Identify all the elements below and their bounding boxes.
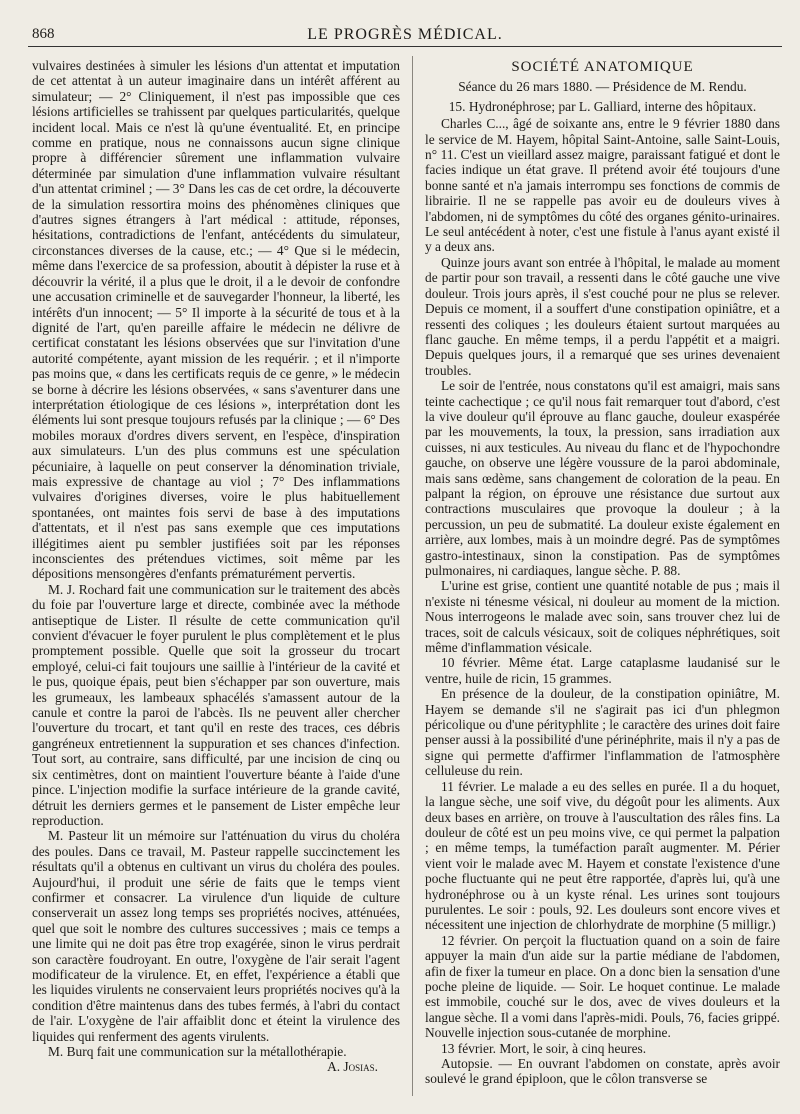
paragraph-diagnosis: En présence de la douleur, de la constipation opiniâtre, M. Hayem se demande s'il ne s'agirait pas ici d'un phlegmon péricolique ou d'une pérityphlite ; le caractère des urines doit faire penser aussi à la possibilité d'une périnéphrite, mais il n'y a pas de signe qui permette d'affirmer l'inflammation de l'atmosphère celluleuse du rein.: [425, 686, 780, 779]
paragraph-rochard: M. J. Rochard fait une communication sur le traitement des abcès du foie par l'ouverture large et directe, combinée avec la méthode antiseptique de Lister. Il résulte de cette communication qu'il convient d'évacuer le foyer purulent le plus complètement et le plus promptement possible. Quelle que soit la grosseur du trocart employé, celui-ci fait toujours une saillie à l'intérieur de la cavité et le pus, quoique épais, peut bien s'échapper par son ouverture, mais les grumeaux, les lambeaux sphacélés s'amassent autour de la canule et contre la paroi de l'abcès. Ils ne peuvent aller chercher l'ouverture du trocart, et tant qu'il en reste des traces, ces débris gangréneux entretiennent la suppuration et ses chances d'infection. Tout sort, au contraire, sans difficulté, par une incision de cinq ou six centimètres, dont on maintient l'ouverture béante à l'aide d'une pince. L'injection modifie la surface intérieure de la grande cavité, détruit les derniers germes et le pansement de Lister empêche leur reproduction.: [32, 581, 400, 828]
paragraph-feb-11: 11 février. Le malade a eu des selles en purée. Il a du hoquet, la langue sèche, une soif vive, du dégoût pour les aliments. Aux deux bases en arrière, on trouve à l'auscultation des râles fins. La douleur de côté est un peu moins vive, ce qui permet la palpation ; en même temps, la tuméfaction paraît augmenter. M. Périer vient voir le malade avec M. Hayem et constate l'existence d'une poche fluctuante qui ne peut être rapportée, d'après lui, qu'à une hydronéphrose ou à un kyste rénal. Les urines sont toujours purulentes. Le soir : pouls, 92. Les douleurs sont encore vives et nécessitent une injection de chlorhydrate de morphine (5 milligr.): [425, 778, 780, 933]
right-column: [425, 58, 780, 1098]
paragraph-feb-12: 12 février. On perçoit la fluctuation quand on a soin de faire appuyer la main d'un aide sur la partie médiane de l'abdomen, afin de fixer la tumeur en place. On a donc bien la sensation d'une poche pleine de liquide. — Soir. Le hoquet continue. Le malade est immobile, couché sur le dos, avec de vives douleurs et la langue sèche. Il a vomi dans l'après-midi. Pouls, 76, facies grippé. Nouvelle injection sous-cutanée de morphine.: [425, 932, 780, 1041]
section-heading: SOCIÉTÉ ANATOMIQUE: [511, 59, 694, 75]
page-number: 868: [32, 26, 55, 42]
paragraph-onset: Quinze jours avant son entrée à l'hôpital, le malade au moment de partir pour son travail, a ressenti dans le côté gauche une vive douleur. Trois jours après, il s'est couché pour ne plus se relever. Depuis ce moment, il a souffert d'une constipation opiniâtre, et a ressenti des coliques ; les douleurs étaient surtout marquées au flanc gauche. En même temps, il a perdu l'appétit et a maigri. Depuis quelques jours, il a remarqué que ses urines devenaient troubles.: [425, 254, 780, 378]
paragraph-urine: L'urine est grise, contient une quantité notable de pus ; mais il n'existe ni ténesme vésical, ni douleur au moment de la miction. Nous interrogeons le malade avec soin, sans trouver chez lui de traces, soit de calculs vésicaux, soit de coliques néphrétiques, soit même d'inflammation vésicale.: [425, 578, 780, 656]
paragraph-pasteur: M. Pasteur lit un mémoire sur l'atténuation du virus du choléra des poules. Dans ce travail, M. Pasteur rappelle succinctement les résultats qu'il a obtenus en cultivant un virus du choléra des poules. Aujourd'hui, il produit une série de faits que le temps vient confirmer et consacrer. La virulence d'un liquide de culture conserverait un assez long temps ses propriétés nocives, atténuées, quel que soit le nombre des cultures successives ; mais ce temps a une limite qui ne doit pas être trop exagérée, sinon le virus perdrait son caractère foudroyant. En outre, l'oxygène de l'air serait l'agent modificateur de la virulence. Et, en effet, l'expérience a établi que les liquides virulents ne conservaient leurs propriétés nocives qu'à la condition d'être maintenus dans des tubes fermés, à l'abri du contact de l'air. L'oxygène de l'air affaiblit donc et éteint la virulence des liquides qui renferment des agents virulents.: [32, 828, 400, 1044]
paragraph-burq: M. Burq fait une communication sur la métallothérapie.: [48, 1044, 347, 1059]
case-title: 15. Hydronéphrose; par L. Galliard, interne des hôpitaux.: [448, 98, 757, 114]
page-header: [28, 24, 782, 47]
paragraph-feb-10: 10 février. Même état. Large cataplasme laudanisé sur le ventre, huile de ricin, 15 grammes.: [425, 655, 780, 686]
paragraph-history: Charles C..., âgé de soixante ans, entre le 9 février 1880 dans le service de M. Hayem, hôpital Saint-Antoine, salle Saint-Louis, n° 11. C'est un vieillard assez maigre, paraissant fatigué et dont le facies indique un état grave. Il prétend avoir été toujours d'une bonne santé et n'a jamais interrompu ses fonctions de commis de librairie. Il ne se rappelle pas avoir eu de douleurs vives à l'abdomen, ni de symptômes du côté des organes génito-urinaires. Le seul antécédent à noter, c'est une fistule à l'anus ayant existé il y a deux ans.: [425, 116, 780, 255]
running-title: LE PROGRÈS MÉDICAL.: [307, 26, 503, 43]
paragraph-exam: Le soir de l'entrée, nous constatons qu'il est amaigri, mais sans teinte cachectique ; ce qu'il nous fait remarquer tout d'abord, c'est la vive douleur qu'il éprouve au flanc gauche, douleur exaspérée par les mouvements, la toux, la pression, sans irradiation aux cuisses, ni aux testicules. Au niveau du flanc et de l'hypochondre gauche, on observe une légère voussure de la paroi abdominale, mais sans œdème, sans changement de coloration de la peau. En palpant la région, on éprouve une résistance due surtout aux contractions musculaires que provoque la douleur ; à la percussion, un peu de submatité. La douleur existe également en arrière, aux lombes, mais à un moindre degré. Pas de symptômes gastro-intestinaux, sinon la constipation. Pas de symptômes pulmonaires, ni cardiaques, langue sèche. P. 88.: [425, 378, 780, 578]
paragraph-feb-13: 13 février. Mort, le soir, à cinq heures.: [441, 1040, 647, 1056]
session-line: Séance du 26 mars 1880. — Présidence de M. Rendu.: [458, 79, 747, 95]
signature: A. Josias.: [327, 1059, 378, 1075]
paragraph-autopsy: Autopsie. — En ouvrant l'abdomen on constate, après avoir soulevé le grand épiploon, que le côlon transverse se: [425, 1056, 780, 1087]
column-rule: [412, 56, 413, 1096]
left-column: [32, 58, 400, 1098]
paragraph-simulation-conclusions: vulvaires destinées à simuler les lésions d'un attentat et imputation de cet attentat à un auteur imaginaire dans un intérêt afférent au simulateur; — 2° Cliniquement, il n'est pas impossible que ces lésions artificielles se trahissent par quelques particularités, quelque incident local. Mais ce n'est là qu'une éventualité. Et, en principe comme en pratique, nous ne connaissons aucun signe clinique propre à différencier sûrement une inflammation vulvaire déterminée par simulation d'une inflammation vulvaire résultant d'un attentat criminel ; — 3° Dans les cas de cet ordre, la découverte de la simulation ressortira moins des phénomènes cliniques que d'autres signes étrangers à l'art médical : attitude, réponses, hésitations, contradictions de l'enfant, antécédents du simulateur, circonstances diverses de la cause, etc.; — 4° Que si le médecin, même dans l'exercice de sa profession, aboutit à dépister la ruse et à découvrir la vérité, il a plus que le droit, il a le devoir de confondre une accusation criminelle et de sauvegarder l'honneur, la liberté, les intérêts d'un innocent; — 5° Il importe à la sécurité de tous et à la dignité de l'art, qu'en pareille affaire le médecin ne délivre de certificat constatant les lésions observées que sur l'invitation d'une autorité compétente, ayant mission de les requérir. ; et il n'importe pas moins que, « dans les certificats requis de ce genre, » le médecin se borne à décrire les lésions observées, « sans s'aventurer dans une interprétation étiologique de ces lésions », interprétation dont les éléments lui sont presque toujours refusés par la clinique ; — 6° Des mobiles moraux d'ordres divers servent, en l'espèce, d'inspiration aux simulateurs. L'un des plus communs est une spéculation pécuniaire, à laquelle on peut conserver la dénomination triviale, mais expressive de chantage au viol ; 7° Des inflammations vulvaires d'origines diverses, voire le plus habituellement spontanées, ont maintes fois servi de base à des imputations d'attentats, et il n'est pas sans exemple que ces imputations illégitimes aient pu sembler justifiées soit par les réponses inconscientes des prétendues victimes, soit même par les dépositions mensongères d'enfants prématurément pervertis.: [32, 58, 400, 582]
